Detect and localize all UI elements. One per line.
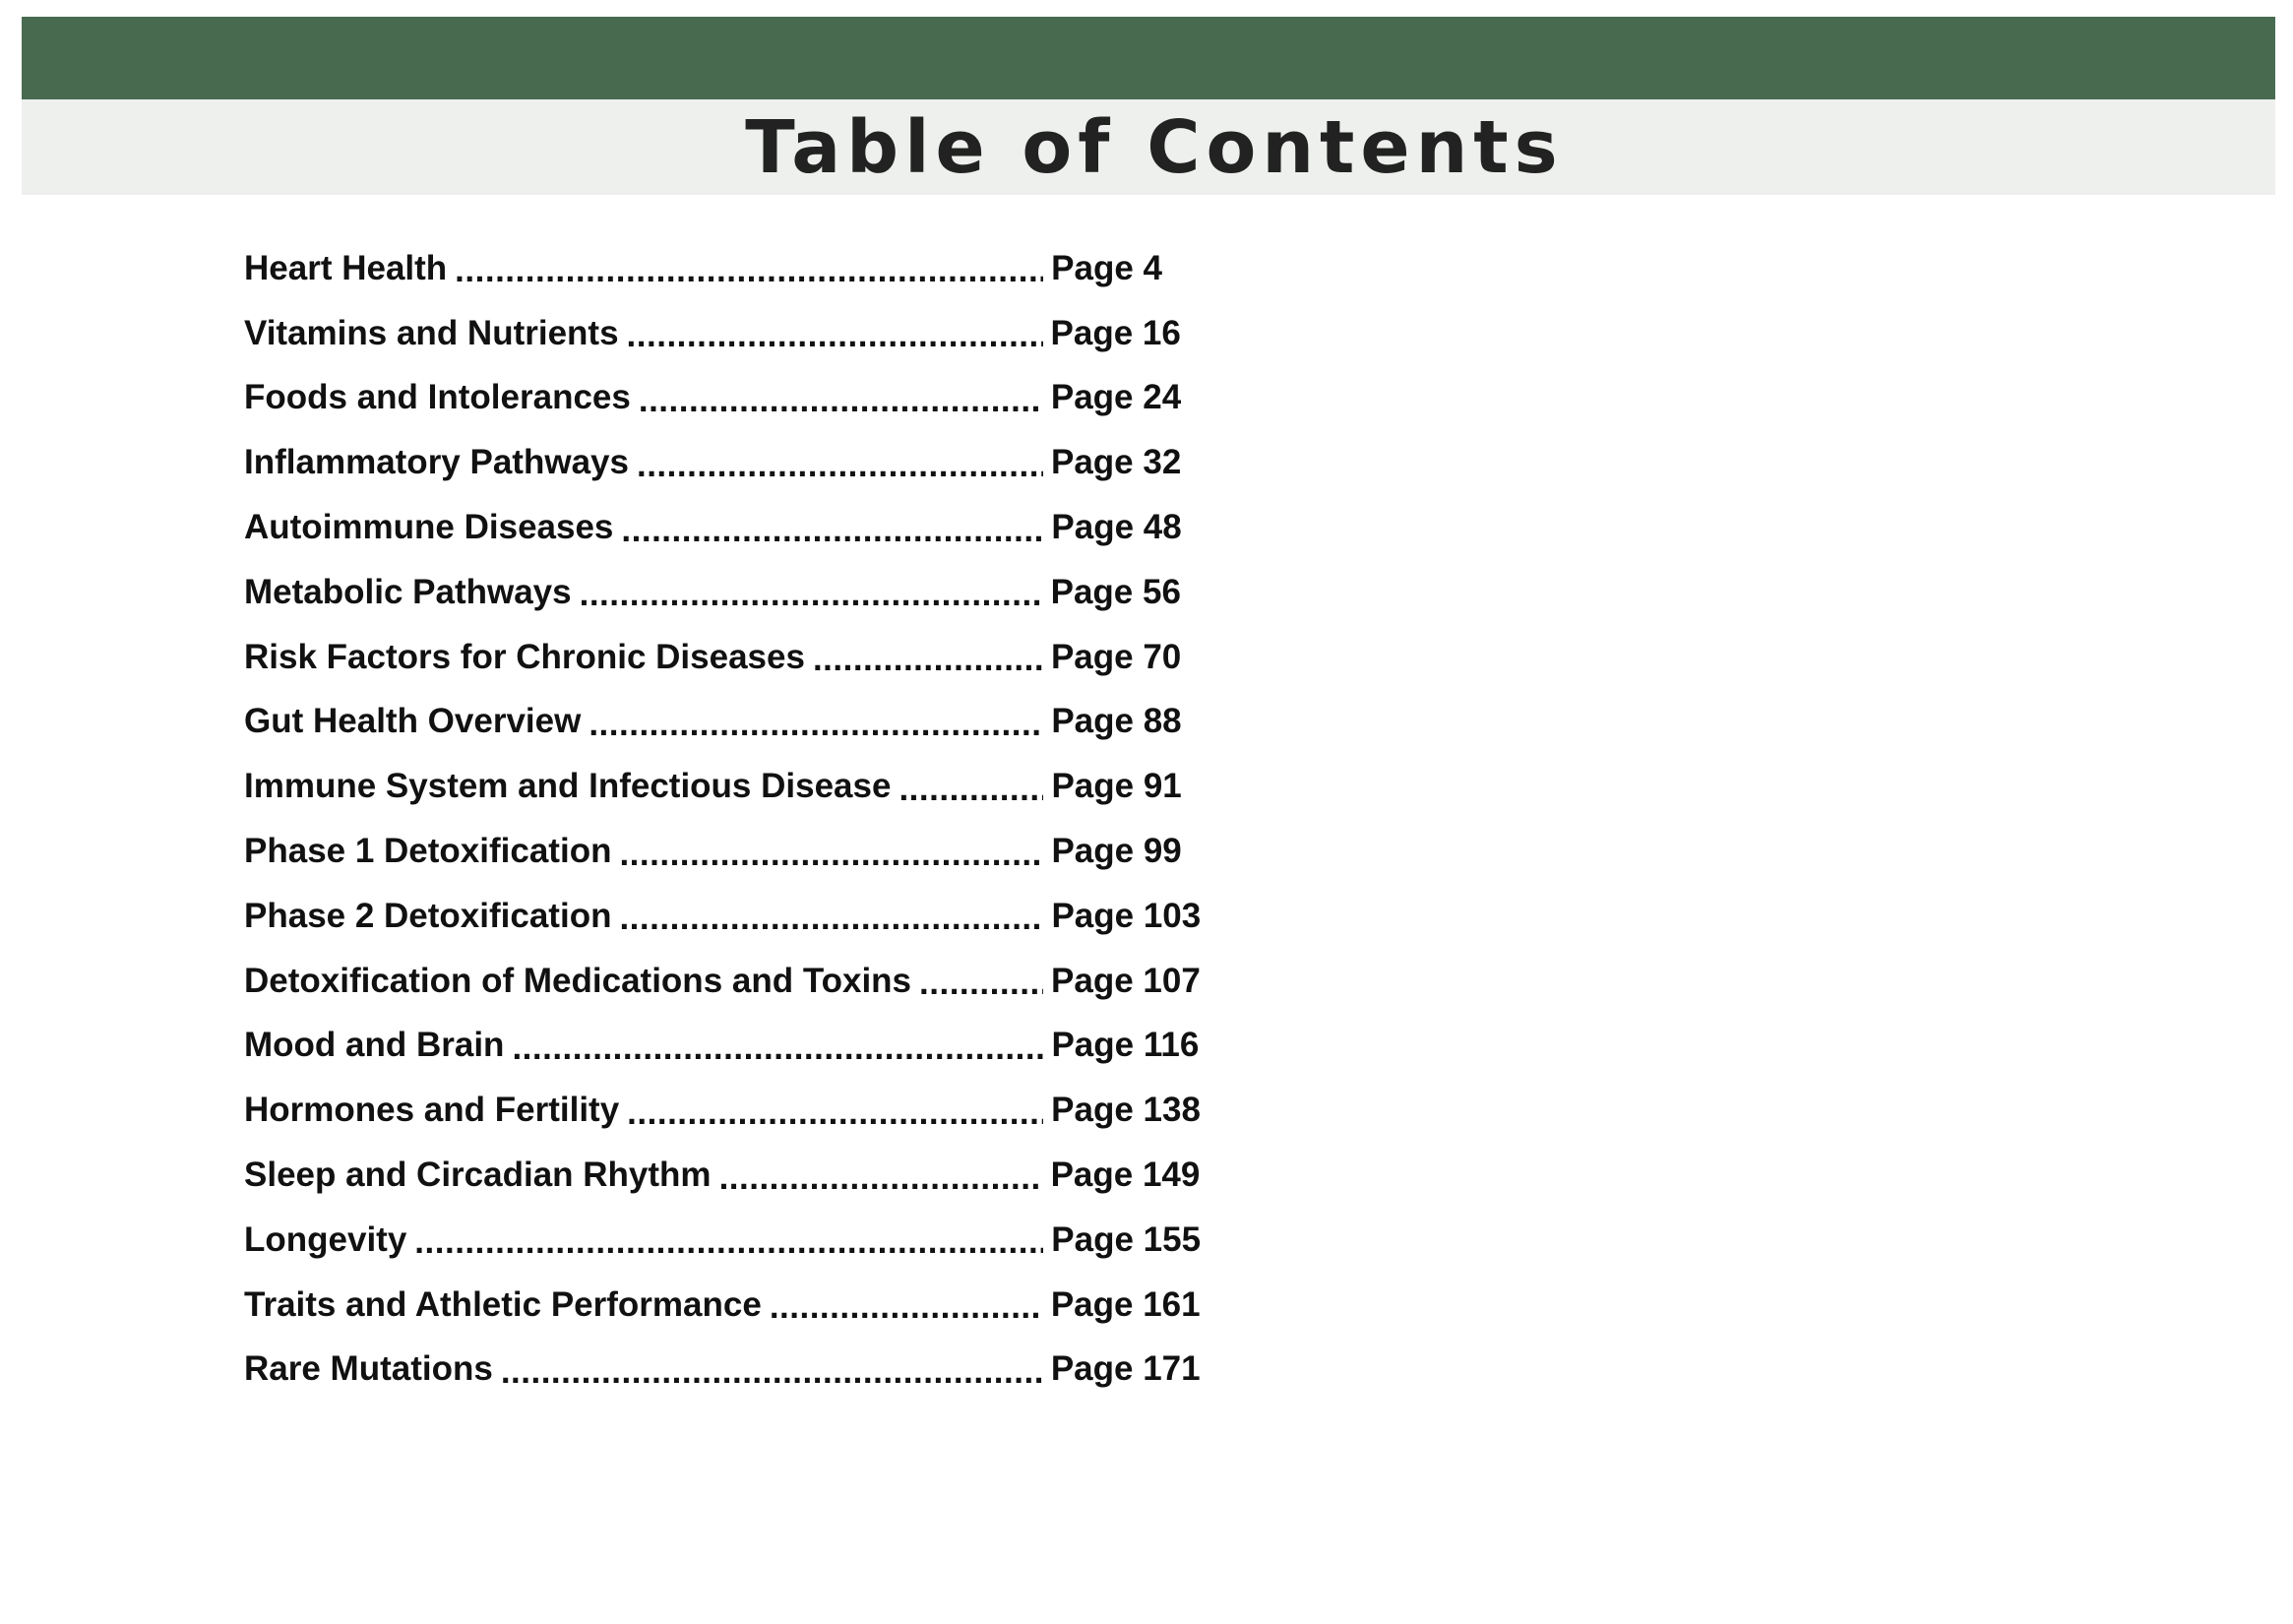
title-band: [22, 99, 2275, 195]
toc-entry-page: Page 56: [1050, 572, 1181, 611]
dot-leader: [589, 707, 1043, 741]
toc-entry-page: Page 48: [1051, 508, 1182, 547]
toc-entry-title: Immune System and Infectious Disease: [244, 767, 892, 806]
toc-entry-title: Foods and Intolerances: [244, 378, 631, 417]
toc-entry[interactable]: [244, 819, 1327, 884]
toc-entry[interactable]: [244, 754, 1327, 819]
dot-leader: [639, 383, 1043, 417]
toc-entry-page: Page 149: [1050, 1156, 1201, 1195]
toc-entry-title: Traits and Athletic Performance: [244, 1284, 762, 1324]
toc-entry[interactable]: [244, 884, 1327, 949]
toc-entry[interactable]: [244, 1273, 1327, 1338]
toc-entry-title: Metabolic Pathways: [244, 572, 572, 611]
dot-leader: [619, 901, 1043, 935]
toc-entry[interactable]: [244, 949, 1327, 1014]
toc-entry-title: Sleep and Circadian Rhythm: [244, 1156, 712, 1195]
toc-entry[interactable]: [244, 301, 1327, 366]
toc-entry-title: Detoxification of Medications and Toxins: [244, 961, 912, 1000]
toc-entry-page: Page 32: [1050, 443, 1182, 482]
dot-leader: [637, 448, 1043, 482]
toc-entry-title: Phase 1 Detoxification: [244, 832, 612, 871]
toc-entry-page: Page 171: [1050, 1349, 1201, 1389]
toc-entry-title: Longevity: [244, 1219, 407, 1259]
table-of-contents: [244, 236, 1327, 1402]
toc-entry[interactable]: [244, 625, 1327, 690]
dot-leader: [414, 1224, 1043, 1259]
toc-entry[interactable]: [244, 1014, 1327, 1079]
toc-entry-page: Page 4: [1051, 248, 1163, 287]
dot-leader: [627, 318, 1043, 352]
toc-entry-page: Page 16: [1050, 313, 1181, 352]
dot-leader: [919, 966, 1043, 1000]
toc-entry-page: Page 138: [1051, 1091, 1201, 1130]
toc-entry-title: Mood and Brain: [244, 1026, 505, 1065]
toc-entry-title: Phase 2 Detoxification: [244, 896, 612, 935]
dot-leader: [621, 513, 1043, 547]
toc-entry-title: Heart Health: [244, 248, 448, 287]
toc-entry[interactable]: [244, 495, 1327, 560]
toc-entry[interactable]: [244, 1078, 1327, 1143]
toc-entry-page: Page 70: [1050, 637, 1182, 676]
toc-entry-title: Risk Factors for Chronic Diseases: [244, 637, 805, 676]
toc-entry[interactable]: [244, 236, 1327, 301]
toc-entry-page: Page 24: [1050, 378, 1182, 417]
dot-leader: [455, 253, 1043, 287]
toc-entry[interactable]: [244, 430, 1327, 495]
dot-leader: [899, 772, 1043, 806]
toc-entry-page: Page 107: [1051, 961, 1201, 1000]
header-bar: [22, 17, 2275, 99]
toc-entry-page: Page 88: [1051, 702, 1182, 741]
toc-entry[interactable]: [244, 1338, 1327, 1403]
dot-leader: [627, 1095, 1043, 1130]
toc-entry-title: Gut Health Overview: [244, 702, 582, 741]
page-title: Table of Contents: [745, 104, 1564, 190]
toc-entry-title: Inflammatory Pathways: [244, 443, 629, 482]
dot-leader: [512, 1031, 1043, 1065]
toc-entry[interactable]: [244, 690, 1327, 755]
toc-entry-title: Hormones and Fertility: [244, 1091, 620, 1130]
toc-entry-title: Vitamins and Nutrients: [244, 313, 619, 352]
toc-entry[interactable]: [244, 560, 1327, 625]
toc-entry-page: Page 155: [1051, 1219, 1202, 1259]
toc-entry[interactable]: [244, 1208, 1327, 1273]
dot-leader: [501, 1354, 1043, 1389]
toc-entry-page: Page 91: [1051, 767, 1182, 806]
toc-entry[interactable]: [244, 366, 1327, 431]
dot-leader: [719, 1160, 1043, 1195]
dot-leader: [580, 577, 1043, 611]
toc-entry[interactable]: [244, 1143, 1327, 1208]
toc-entry-page: Page 161: [1050, 1284, 1201, 1324]
dot-leader: [619, 837, 1043, 871]
dot-leader: [813, 642, 1043, 676]
toc-entry-page: Page 103: [1051, 896, 1202, 935]
toc-entry-title: Autoimmune Diseases: [244, 508, 614, 547]
dot-leader: [770, 1289, 1043, 1324]
toc-entry-title: Rare Mutations: [244, 1349, 493, 1389]
toc-entry-page: Page 99: [1051, 832, 1182, 871]
toc-entry-page: Page 116: [1051, 1026, 1200, 1065]
